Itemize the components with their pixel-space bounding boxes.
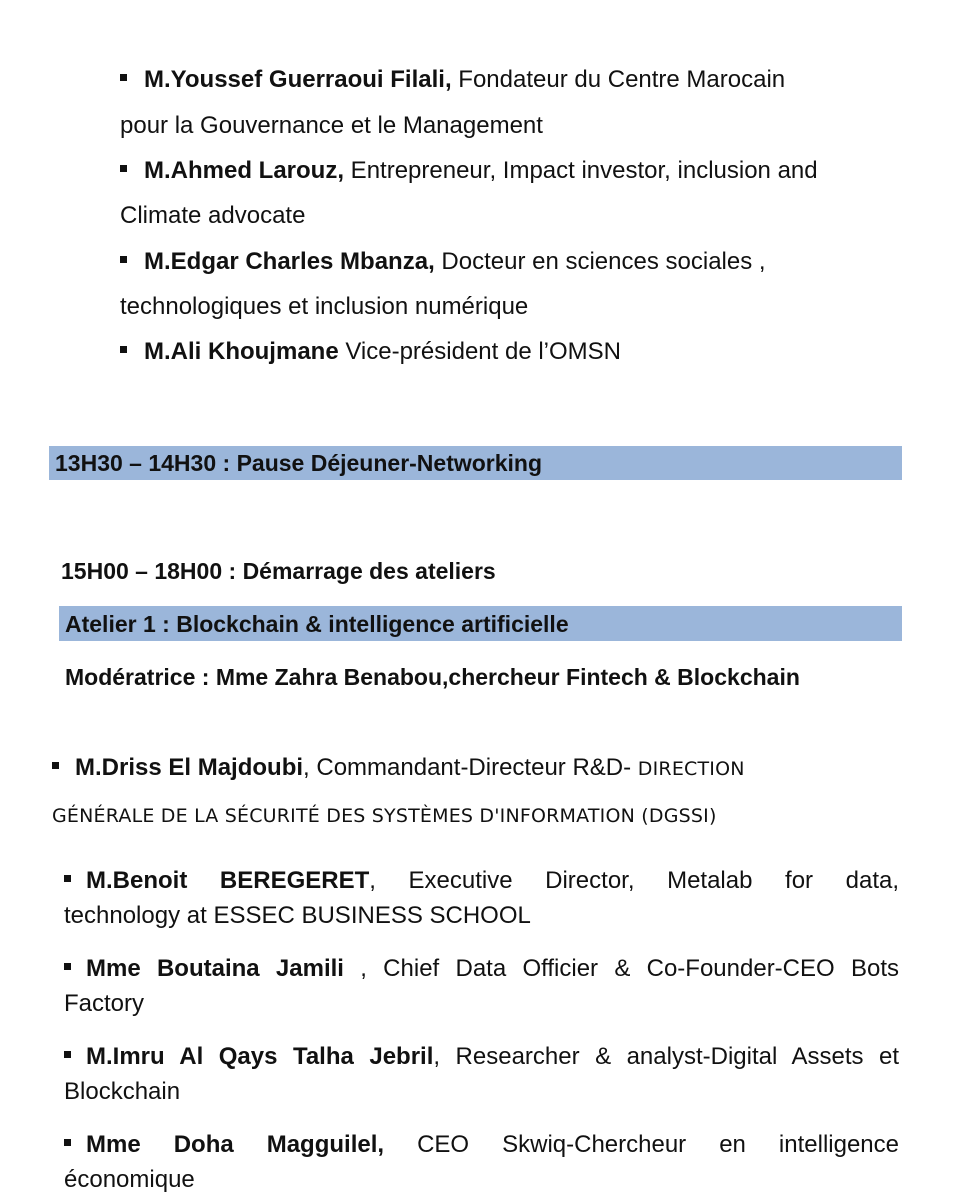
speaker-name: M.Youssef Guerraoui Filali, bbox=[144, 66, 452, 93]
bullet-icon bbox=[64, 1051, 71, 1058]
bullet-icon bbox=[120, 346, 127, 353]
speaker-org-cont: GÉNÉRALE DE LA SÉCURITÉ DES SYSTÈMES D'INFORMATION (DGSSI) bbox=[52, 805, 717, 827]
bullet-icon bbox=[64, 1139, 71, 1146]
speaker-name: M.Ahmed Larouz, bbox=[144, 157, 345, 184]
speaker-role: , Chief Data Officier & Co-Founder-CEO Bots bbox=[343, 955, 899, 982]
bullet-icon bbox=[120, 74, 127, 81]
speaker-role-cont: technologiques et inclusion numérique bbox=[120, 293, 529, 320]
speaker-role: Vice-président de l’OMSN bbox=[338, 338, 622, 365]
bullet-icon bbox=[64, 963, 71, 970]
speaker-role: , Commandant-Directeur R&D- bbox=[303, 754, 638, 781]
speaker-role-cont: économique bbox=[64, 1166, 195, 1193]
speaker-name: M.Edgar Charles Mbanza, bbox=[144, 248, 435, 275]
speaker-role: , Researcher & analyst-Digital Assets et bbox=[433, 1043, 900, 1070]
bullet-icon bbox=[120, 256, 127, 263]
speaker-role-cont: pour la Gouvernance et le Management bbox=[120, 112, 543, 139]
pause-heading: 13H30 – 14H30 : Pause Déjeuner-Networking bbox=[55, 450, 543, 476]
moderator-line: Modératrice : Mme Zahra Benabou,chercheur Fintech & Blockchain bbox=[65, 664, 800, 690]
speaker-role: Docteur en sciences sociales , bbox=[434, 248, 766, 275]
bullet-icon bbox=[52, 762, 59, 769]
ateliers-heading: 15H00 – 18H00 : Démarrage des ateliers bbox=[61, 558, 496, 584]
speaker-role-cont: Blockchain bbox=[64, 1078, 181, 1105]
speaker-name: Mme Doha Magguilel, bbox=[86, 1131, 385, 1158]
speaker-role: Fondateur du Centre Marocain bbox=[451, 66, 786, 93]
speaker-role-cont: Climate advocate bbox=[120, 202, 306, 229]
speaker-name: Mme Boutaina Jamili bbox=[86, 955, 344, 982]
speaker-name: M.Imru Al Qays Talha Jebril bbox=[86, 1043, 434, 1070]
speaker-name: M.Ali Khoujmane bbox=[144, 338, 339, 365]
bullet-icon bbox=[64, 875, 71, 882]
speaker-name: M.Driss El Majdoubi bbox=[75, 754, 304, 781]
speaker-org: DIRECTION bbox=[637, 758, 745, 780]
speaker-role-cont: technology at ESSEC BUSINESS SCHOOL bbox=[64, 902, 531, 929]
speaker-role-cont: Factory bbox=[64, 990, 145, 1017]
bullet-icon bbox=[120, 165, 127, 172]
speaker-name: M.Benoit BEREGERET bbox=[86, 867, 370, 894]
speaker-role: , Executive Director, Metalab for data, bbox=[369, 867, 900, 894]
atelier-title: Atelier 1 : Blockchain & intelligence artificielle bbox=[65, 611, 569, 637]
speaker-role: CEO Skwiq-Chercheur en intelligence bbox=[384, 1131, 899, 1158]
speaker-role: Entrepreneur, Impact investor, inclusion and bbox=[344, 157, 818, 184]
